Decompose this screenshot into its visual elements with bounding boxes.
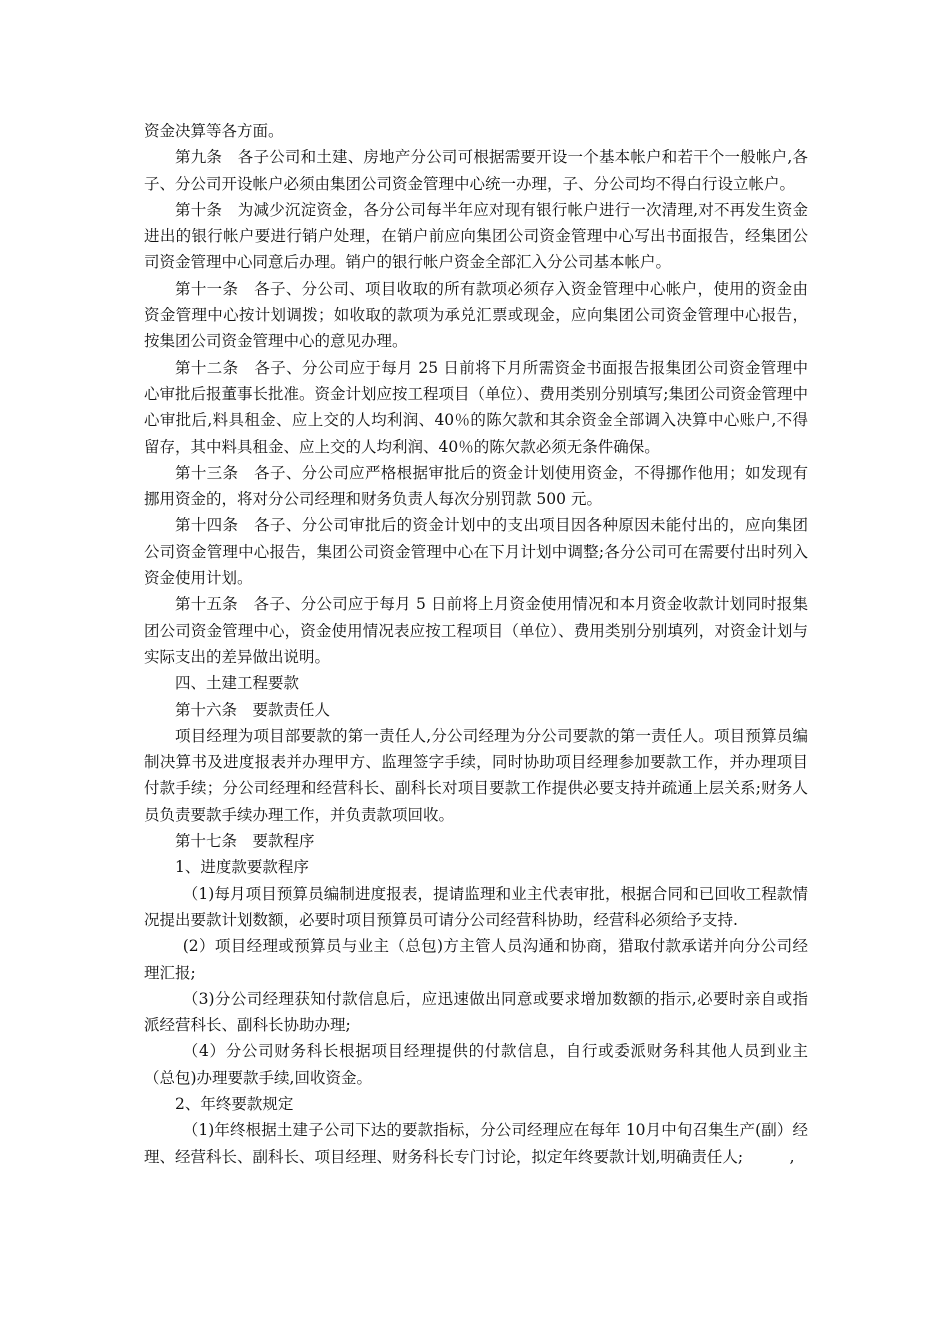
article-label: 第九条 (175, 148, 223, 167)
paragraph (144, 881, 808, 934)
article-label: 第十条 (175, 200, 223, 219)
paragraph-text: （3)分公司经理获知付款信息后，应迅速做出同意或要求增加数额的指示,必要时亲自或指派经营科长、副科长协助办理; (144, 989, 808, 1035)
paragraph-text: 各子、分公司、项目收取的所有款项必须存入资金管理中心帐户，使用的资金由资金管理中心按计划调拨；如收取的款项为承兑汇票或现金，应向集团公司资金管理中心报告，按集团公司资金管理中心的意见办理。 (144, 279, 808, 351)
paragraph (144, 1038, 808, 1091)
paragraph (144, 986, 808, 1039)
paragraph-text: 为减少沉淀资金，各分公司每半年应对现有银行帐户进行一次清理,对不再发生资金进出的银行帐户要进行销户处理，在销户前应向集团公司资金管理中心写出书面报告，经集团公司资金管理中心同意后办理。销户的银行帐户资金全部汇入分公司基本帐户。 (144, 200, 808, 272)
paragraph-text: （1)每月项目预算员编制进度报表，提请监理和业主代表审批，根据合同和已回收工程款情况提出要款计划数额，必要时项目预算员可请分公司经营科协助，经营科必须给予支持. (144, 884, 808, 929)
paragraph-text: (2）项目经理或预算员与业主（总包)方主管人员沟通和协商，猎取付款承诺并向分公司经理汇报; (144, 937, 808, 982)
paragraph-text: （4）分公司财务科长根据项目经理提供的付款信息，自行或委派财务科其他人员到业主（总包)办理要款手续,回收资金。 (144, 1042, 808, 1087)
paragraph (144, 723, 808, 828)
paragraph-text: 各子、分公司应严格根据审批后的资金计划使用资金，不得挪作他用；如发现有挪用资金的，将对分公司经理和财务负责人每次分别罚款 500 元。 (144, 463, 808, 509)
paragraph-text: 要款责任人 (252, 700, 331, 719)
paragraph (144, 355, 808, 460)
article-label: 第十七条 (175, 832, 238, 851)
paragraph (144, 933, 808, 986)
article-label: 第十四条 (175, 516, 239, 535)
article-label: 第十六条 (175, 700, 238, 719)
paragraph-text: （1)年终根据土建子公司下达的要款指标，分公司经理应在每年 10月中旬召集生产(副）经理、经营科长、副科长、项目经理、财务科长专门讨论，拟定年终要款计划,明确责任人; , (144, 1121, 808, 1166)
paragraph-text: 2、年终要款规定 (175, 1094, 294, 1113)
paragraph (144, 670, 808, 696)
paragraph (144, 512, 808, 591)
paragraph-text: 各子公司和土建、房地产分公司可根据需要开设一个基本帐户和若干个一般帐户,各子、分公司开设帐户必须由集团公司资金管理中心统一办理，子、分公司均不得白行设立帐户。 (144, 148, 808, 193)
article-label: 第十三条 (175, 463, 239, 482)
paragraph-text: 1、进度款要款程序 (175, 858, 309, 877)
paragraph (144, 118, 808, 144)
paragraph-text: 项目经理为项目部要款的第一责任人,分公司经理为分公司要款的第一责任人。项目预算员编制决算书及进度报表并办理甲方、监理签字手续，同时协助项目经理参加要款工作，并办理项目付款手续；分公司经理和经营科长、副科长对项目要款工作提供必要支持并疏通上层关系;财务人员负责要款手续办理工作，并负责款项回收。 (144, 726, 808, 824)
paragraph-text: 资金决算等各方面。 (144, 122, 284, 140)
paragraph (144, 276, 808, 355)
article-label: 第十二条 (175, 358, 239, 377)
paragraph-text: 各子、分公司应于每月 5 日前将上月资金使用情况和本月资金收款计划同时报集团公司资金管理中心，资金使用情况表应按工程项目（单位）、费用类别分别填列，对资金计划与实际支出的差异做出说明。 (144, 595, 808, 666)
paragraph (144, 697, 808, 723)
paragraph (144, 1117, 808, 1170)
paragraph-text: 要款程序 (252, 832, 315, 851)
document-page (144, 118, 808, 1170)
paragraph-text: 各子、分公司审批后的资金计划中的支出项目因各种原因未能付出的，应向集团公司资金管理中心报告，集团公司资金管理中心在下月计划中调整;各分公司可在需要付出时列入资金使用计划。 (144, 516, 808, 588)
article-label: 第十一条 (175, 279, 239, 298)
paragraph (144, 197, 808, 276)
paragraph (144, 854, 808, 880)
paragraph (144, 1091, 808, 1117)
paragraph (144, 460, 808, 513)
paragraph (144, 144, 808, 197)
paragraph-text: 各子、分公司应于每月 25 日前将下月所需资金书面报告报集团公司资金管理中心审批后报董事长批准。资金计划应按工程项目（单位）、费用类别分别填写;集团公司资金管理中心审批后,料具租金、应上交的人均利润、40％的陈欠款和其余资金全部调入决算中心账户,不得留存，其中料具租金、应上交的人均利润、40％的陈欠款必须无条件确保。 (144, 358, 808, 456)
paragraph-text: 四、土建工程要款 (175, 674, 300, 693)
paragraph (144, 828, 808, 854)
paragraph (144, 591, 808, 670)
article-label: 第十五条 (175, 595, 238, 614)
